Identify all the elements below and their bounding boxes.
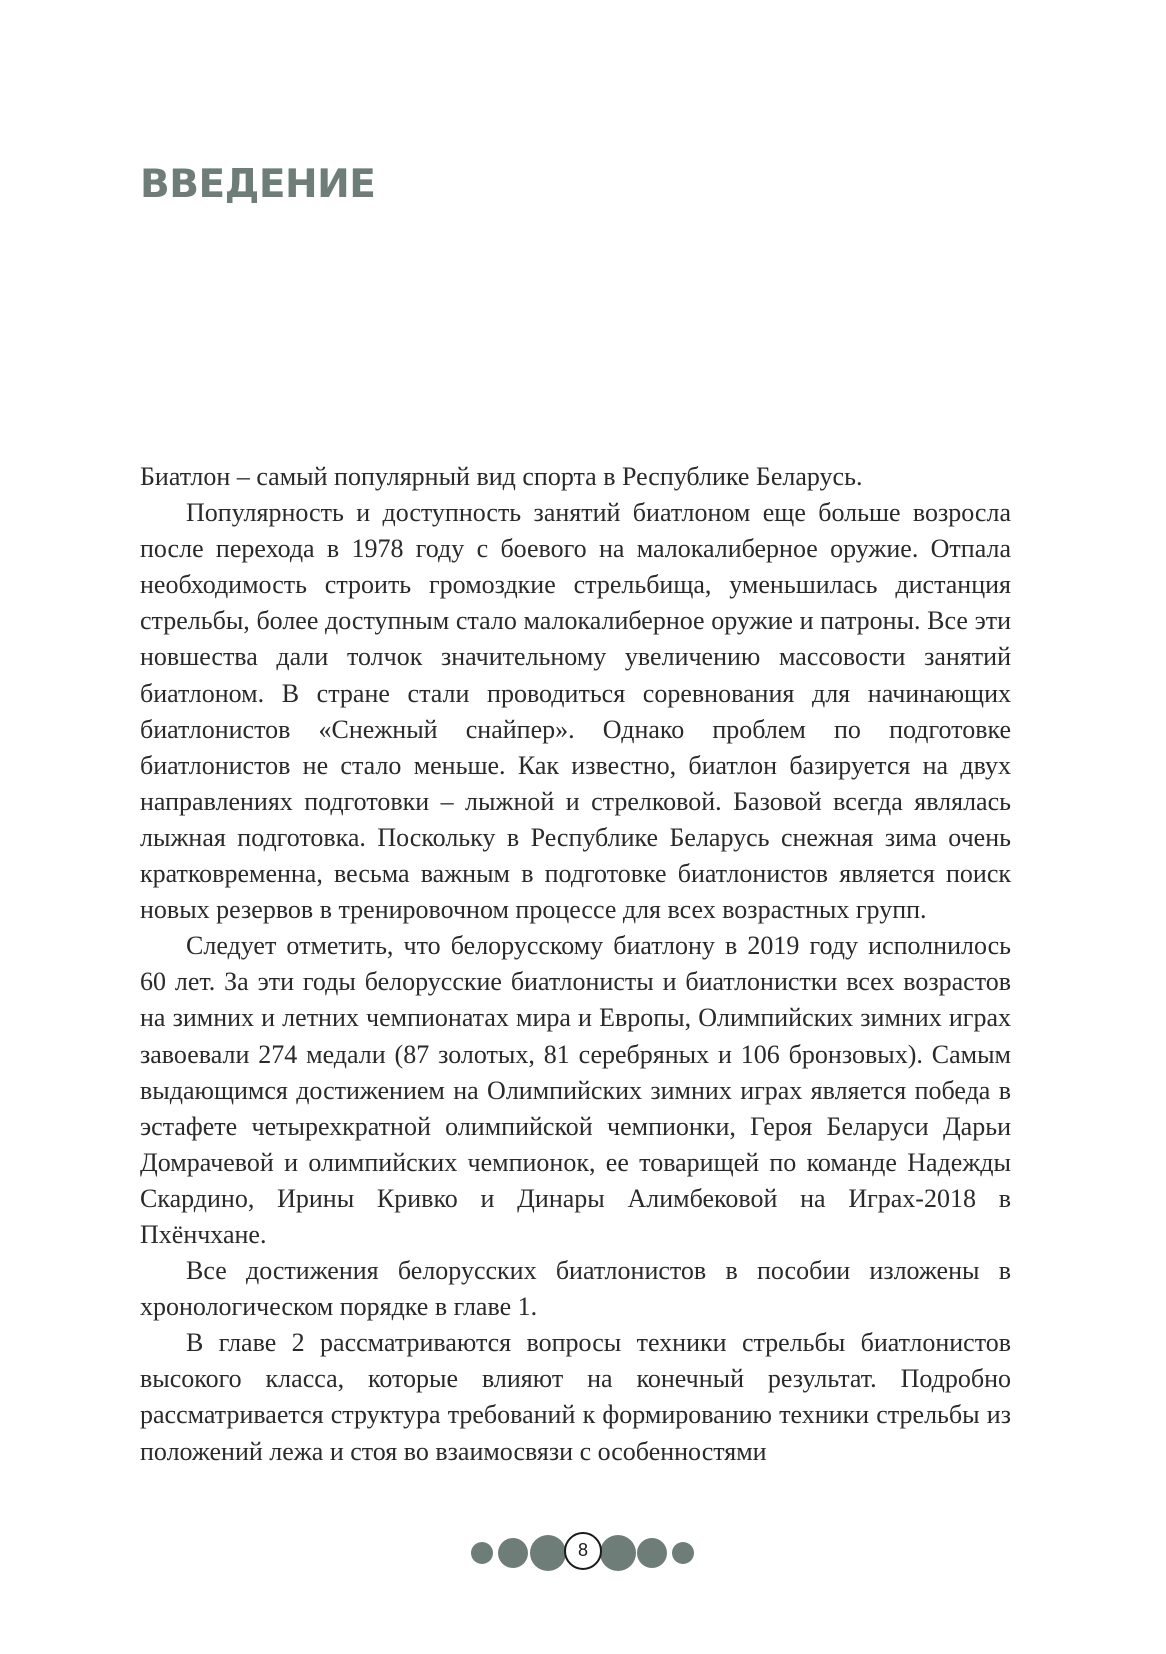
decor-dot-mid-right	[637, 1538, 667, 1568]
page-number: 8	[564, 1532, 602, 1570]
paragraph-1: Биатлон – самый популярный вид спорта в Республике Беларусь.	[140, 462, 863, 491]
paragraph-3: Следует отметить, что белорусскому биатлону в 2019 году исполнилось 60 лет. За эти годы белорусские биатлонисты и биатлонистки всех возрастов на зимних и летних чемпионатах мира и Европы, Олимпийских зимних играх завоевали 274 медали (87 золотых, 81 серебряных и 106 бронзовых). Самым выдающимся достижением на Олимпийских зимних играх является победа в эстафете четырехкратной олимпийской чемпионки, Героя Беларуси Дарьи Домрачевой и олимпийских чемпионок, ее товарищей по команде Надежды Скардино, Ирины Кривко и Динары Алимбековой на Играх-2018 в Пхёнчхане.	[140, 931, 1011, 1249]
decor-dot-small-right	[672, 1542, 694, 1564]
decor-dot-large-left	[530, 1535, 566, 1571]
decor-dot-mid-left	[498, 1538, 528, 1568]
paragraph-5: В главе 2 рассматриваются вопросы техники стрельбы биатлонистов высокого класса, которые влияют на конечный результат. Подробно рассматривается структура требований к формированию техники стрельбы из положений лежа и стоя во взаимосвязи с особенностями	[140, 1328, 1011, 1466]
paragraph-4: Все достижения белорусских биатлонистов в пособии изложены в хронологическом порядке в главе 1.	[140, 1256, 1011, 1322]
body-text	[140, 459, 1011, 1470]
chapter-heading: ВВЕДЕНИЕ	[140, 162, 376, 207]
decor-dot-large-right	[600, 1535, 636, 1571]
decor-dot-small-left	[471, 1542, 493, 1564]
paragraph-2: Популярность и доступность занятий биатлоном еще больше возросла после перехода в 1978 году с боевого на малокалиберное оружие. Отпала необходимость строить громоздкие стрельбища, уменьшилась дистанция стрельбы, более доступным стало малокалиберное оружие и патроны. Все эти новшества дали толчок значительному увеличению массовости занятий биатлоном. В стране стали проводиться соревнования для начинающих биатлонистов «Снежный снайпер». Однако проблем по подготовке биатлонистов не стало меньше. Как известно, биатлон базируется на двух направлениях подготовки – лыжной и стрелковой. Базовой всегда являлась лыжная подготовка. Поскольку в Республике Беларусь снежная зима очень кратковременна, весьма важным в подготовке биатлонистов является поиск новых резервов в тренировочном процессе для всех возрастных групп.	[140, 498, 1011, 925]
